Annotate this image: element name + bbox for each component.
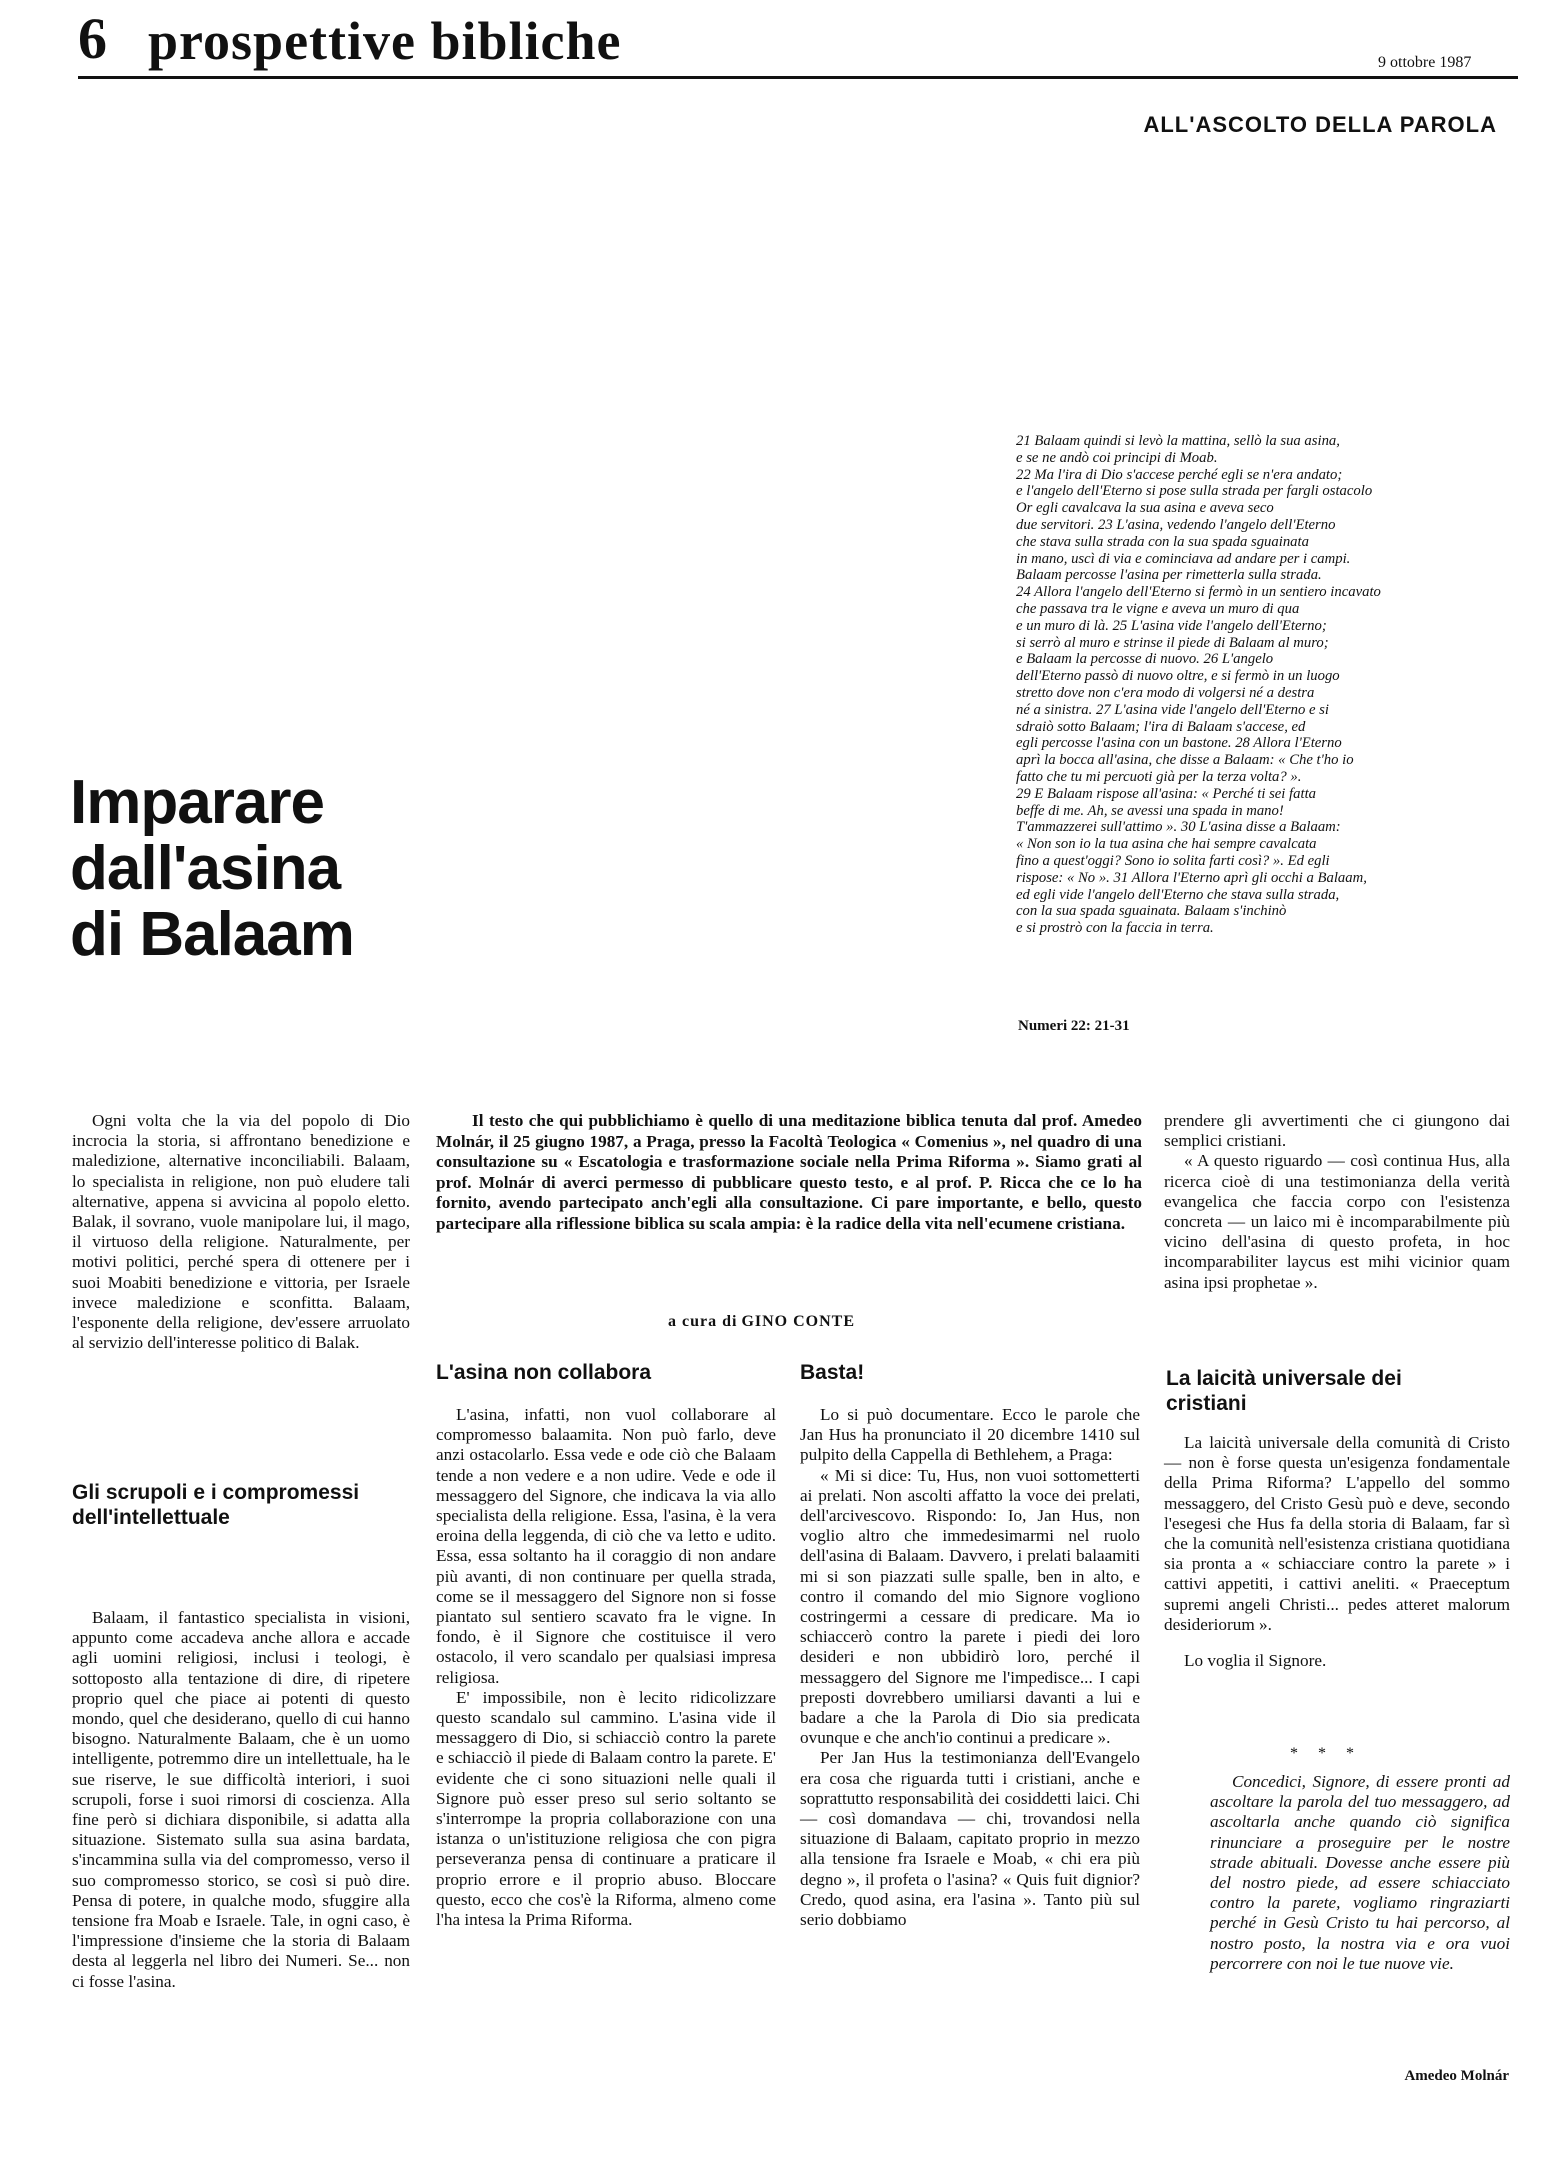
verse-line: T'ammazzerei sull'attimo ». 30 L'asina disse a Balaam:: [1016, 819, 1341, 836]
headline-line: Imparare: [70, 768, 324, 837]
masthead-rule: [78, 76, 1518, 79]
headline-line: di Balaam: [70, 900, 354, 969]
section-divider-stars: * * *: [1290, 1745, 1362, 1762]
verse-line: e un muro di là. 25 L'asina vide l'angelo dell'Eterno;: [1016, 617, 1327, 634]
paragraph: Balaam, il fantastico specialista in visioni, appunto come accadeva anche allora e accade agli uomini religiosi, inclusi i teologi, è sottoposto alla tentazione di dire, di ripetere proprio quel che piace ai potenti di questo mondo, quel che desiderano, quello di cui hanno bisogno. Naturalmente Balaam, che è un uomo intelligente, potremmo dire un intellettuale, ha le sue riserve, le sue difficoltà interiori, i suoi scrupoli, forse i suoi rimorsi di coscienza. Alla fine però si dichiara disponibile, si adatta alla situazione. Sistemato sulla sua asina bardata, s'incammina sulla via del compromesso, verso il suo compromesso storico, se così si può dire. Pensa di potere, in qualche modo, sfuggire alla tensione fra Moab e Israele. Tale, in ogni caso, è l'impressione d'insieme che la storia di Balaam desta al leggerla nel libro dei Numeri. Se... non ci fosse l'asina.: [72, 1608, 410, 1991]
paragraph: L'asina, infatti, non vuol collaborare al compromesso balaamita. Non può farlo, deve anzi ostacolarlo. Essa vede e ode ciò che Balaam tende a non vedere e a non udire. Vede e ode il messaggero del Signore, che indicava la via allo specialista della religione. Essa, l'asina, è la vera eroina della leggenda, di ciò che va letto e udito. Essa, essa soltanto ha il coraggio di non andare più avanti, di non continuare per quella strada, come se il messaggero del Signore non si fosse piantato sul sentiero scavato fra le vigne. In fondo, è il Signore che costituisce il vero ostacolo, il vero scandalo per qualsiasi impresa religiosa.: [436, 1405, 776, 1687]
verse-line: che passava tra le vigne e aveva un muro di qua: [1016, 600, 1300, 617]
verse-line: stretto dove non c'era modo di volgersi né a destra: [1016, 684, 1315, 701]
paragraph: Ogni volta che la via del popolo di Dio incrocia la storia, si affrontano benedizione e maledizione, alternative inconciliabili. Balaam, lo specialista in religione, non può eludere tali alternative, appena si avvicina al popolo eletto. Balak, il sovrano, vuole manipolare lui, il mago, il virtuoso della religione. Naturalmente, per motivi politici, perché spera di ottenere per i suoi Moabiti benedizione e vittoria, per Israele invece maledizione e sconfitta. Balaam, l'esponente della religione, dev'essere arruolato al servizio dell'interesse politico di Balak.: [72, 1111, 410, 1353]
verse-line: sdraiò sotto Balaam; l'ira di Balaam s'accese, ed: [1016, 718, 1306, 735]
curator-prefix: a cura di: [668, 1313, 738, 1330]
verse-line: in mano, uscì di via e cominciava ad andare per i campi.: [1016, 550, 1351, 567]
verse-line: ed egli vide l'angelo dell'Eterno che stava sulla strada,: [1016, 886, 1340, 903]
verse-line: Balaam percosse l'asina per rimetterla sulla strada.: [1016, 567, 1322, 584]
verse-line: egli percosse l'asina con un bastone. 28 Allora l'Eterno: [1016, 735, 1342, 752]
paragraph: prendere gli avvertimenti che ci giungono dai semplici cristiani.: [1164, 1111, 1510, 1151]
column-2-body: [436, 1405, 776, 1930]
headline-line: dall'asina: [70, 834, 341, 903]
verse-line: « Non son io la tua asina che hai sempre cavalcata: [1016, 836, 1317, 853]
paragraph: Concedici, Signore, di essere pronti ad ascoltare la parola del tuo messaggero, ad ascoltarla anche quando ciò significa rinunciare a proseguire per le nostre strade abituali. Dovesse anche essere più del nostro piede, ad essere schiacciato contro la parete, vogliamo ringraziarti perché in Gesù Cristo tu hai percorso, al nostro posto, la nostra via e ora vuoi percorrere con noi le tue nuove vie.: [1210, 1772, 1510, 1973]
bible-passage: [1016, 433, 1486, 937]
subheading: La laicità universale dei cristiani: [1166, 1367, 1402, 1415]
page-number: 6: [78, 6, 107, 71]
column-4-top: [1164, 1111, 1510, 1293]
verse-line: né a sinistra. 27 L'asina vide l'angelo dell'Eterno e si: [1016, 701, 1329, 718]
column-1-body: [72, 1608, 410, 1992]
verse-line: rispose: « No ». 31 Allora l'Eterno aprì gli occhi a Balaam,: [1016, 869, 1367, 886]
verse-line: due servitori. 23 L'asina, vedendo l'angelo dell'Eterno: [1016, 516, 1336, 533]
curator-name: GINO CONTE: [741, 1313, 856, 1330]
verse-line: 29 E Balaam rispose all'asina: « Perché ti sei fatta: [1016, 785, 1316, 802]
paragraph: E' impossibile, non è lecito ridicolizzare questo scandalo sul cammino. L'asina vide il messaggero di Dio, si schiacciò contro la parete e schiacciò il piede di Balaam contro la parete. E' evidente che ci sono situazioni nelle quali il Signore può esser preso sul serio soltanto se s'interrompe la propria collaborazione con una istanza o un'istituzione religiosa che con pigra perseveranza pensa di continuare a praticare il proprio errore e il proprio abuso. Bloccare questo, ecco che cos'è la Riforma, almeno come l'ha intesa la Prima Riforma.: [436, 1687, 776, 1930]
issue-date: 9 ottobre 1987: [1378, 54, 1472, 71]
verse-line: e Balaam la percosse di nuovo. 26 L'angelo: [1016, 651, 1274, 668]
editorial-intro: [436, 1111, 1142, 1235]
column-3-body: [800, 1405, 1140, 1930]
verse-line: e si prostrò con la faccia in terra.: [1016, 920, 1214, 937]
verse-line: Or egli cavalcava la sua asina e aveva seco: [1016, 500, 1274, 517]
verse-line: 22 Ma l'ira di Dio s'accese perché egli se n'era andato;: [1016, 466, 1343, 483]
paragraph: « Mi si dice: Tu, Hus, non vuoi sottometterti ai prelati. Non ascolti affatto la voce dei prelati, dell'arcivescovo. Rispondo: Io, Jan Hus, non voglio altro che immedesimarmi nel ruolo dell'asina di Balaam. Davvero, i prelati balaamiti mi si son piazzati sulle spalle, ben in alto, e contro il comando del mio Signore vogliono costringermi a cessare di predicare. Ma io schiaccerò contro la parete i piedi dei loro desideri e non ubbidirò loro, perché il messaggero del Signore me l'impedisce... I capi preposti dovrebbero umiliarsi davanti a lui e badare a che la Parola di Dio sia predicata ovunque e che anch'io continui a predicare ».: [800, 1465, 1140, 1748]
verse-line: si serrò al muro e strinse il piede di Balaam al muro;: [1016, 634, 1329, 651]
column-1-intro: [72, 1111, 410, 1353]
paragraph: Lo si può documentare. Ecco le parole che Jan Hus ha pronunciato il 20 dicembre 1410 sul pulpito della Cappella di Bethlehem, a Praga:: [800, 1405, 1140, 1465]
verse-reference: Numeri 22: 21-31: [1018, 1018, 1130, 1034]
verse-line: che stava sulla strada con la sua spada sguainata: [1016, 533, 1309, 550]
column-4-body: [1164, 1433, 1510, 1671]
subheading: Basta!: [800, 1361, 865, 1384]
paragraph: « A questo riguardo — così continua Hus, alla ricerca cioè di una testimonianza della verità evangelica che faccia corpo con l'esistenza concreta — un laico mi è incomparabilmente più vicino dell'asina di questo profeta, in hoc incomparabiliter laycus est mihi vicinior quam asina ipsi prophetae ».: [1164, 1151, 1510, 1292]
paragraph: Lo voglia il Signore.: [1184, 1651, 1327, 1671]
author-signature: Amedeo Molnár: [1404, 2068, 1509, 2084]
closing-prayer: [1210, 1772, 1510, 1974]
verse-line: con la sua spada sguainata. Balaam s'inchinò: [1016, 903, 1287, 920]
subheading: L'asina non collabora: [436, 1361, 652, 1384]
verse-line: fino a quest'oggi? Sono io solita farti così? ». Ed egli: [1016, 852, 1330, 869]
verse-line: beffe di me. Ah, se avessi una spada in mano!: [1016, 802, 1284, 819]
verse-line: fatto che tu mi percuoti già per la terza volta? ».: [1016, 768, 1302, 785]
verse-line: 24 Allora l'angelo dell'Eterno si fermò in un sentiero incavato: [1016, 584, 1381, 601]
verse-line: e se ne andò coi principi di Moab.: [1016, 449, 1218, 466]
article-headline: [70, 770, 470, 968]
subheading: Gli scrupoli e i compromessi dell'intellettuale: [72, 1481, 360, 1529]
paragraph: La laicità universale della comunità di Cristo — non è forse questa un'esigenza fondamentale della Prima Riforma? L'appello del sommo messaggero, del Cristo Gesù può e deve, secondo l'esegesi che Hus fa della storia di Balaam, far sì che la comunità nell'esistenza cristiana quotidiana sia pronta a « schiacciare contro la parete » i cattivi appetiti, i cattivi aneliti. « Praeceptum supremi angeli Christi... pedes atteret malorum desideriorum ».: [1164, 1433, 1510, 1634]
verse-line: dell'Eterno passò di nuovo oltre, e si fermò in un luogo: [1016, 668, 1340, 685]
paragraph: Il testo che qui pubblichiamo è quello di una meditazione biblica tenuta dal prof. Amedeo Molnár, il 25 giugno 1987, a Praga, presso la Facoltà Teologica « Comenius », nel quadro di una consultazione su « Escatologia e trasformazione sociale nella Prima Riforma ». Siamo grati al prof. Molnár di averci permesso di pubblicare questo testo, e al prof. P. Ricca che ce lo ha fornito, avendo partecipato anch'egli alla consultazione. Ci pare importante, e bello, questo partecipare alla riflessione biblica su scala ampia: è la radice della vita nell'ecumene cristiana.: [436, 1111, 1142, 1233]
verse-line: 21 Balaam quindi si levò la mattina, sellò la sua asina,: [1016, 433, 1340, 449]
curator-credit: [668, 1313, 855, 1331]
section-label: ALL'ASCOLTO DELLA PAROLA: [1143, 112, 1497, 137]
verse-line: e l'angelo dell'Eterno si pose sulla strada per fargli ostacolo: [1016, 483, 1373, 500]
verse-line: aprì la bocca all'asina, che disse a Balaam: « Che t'ho io: [1016, 752, 1354, 769]
newspaper-section-title: prospettive bibliche: [148, 11, 622, 71]
paragraph: Per Jan Hus la testimonianza dell'Evangelo era cosa che riguarda tutti i cristiani, anche e soprattutto responsabilità dei cosiddetti laici. Chi — così domandava — chi, trovandosi nella situazione di Balaam, capitato proprio in mezzo alla tensione fra Israele e Moab, « chi era più degno », il profeta o l'asina? « Quis fuit dignior? Credo, quod asina, era l'asina ». Tanto più sul serio dobbiamo: [800, 1748, 1140, 1930]
